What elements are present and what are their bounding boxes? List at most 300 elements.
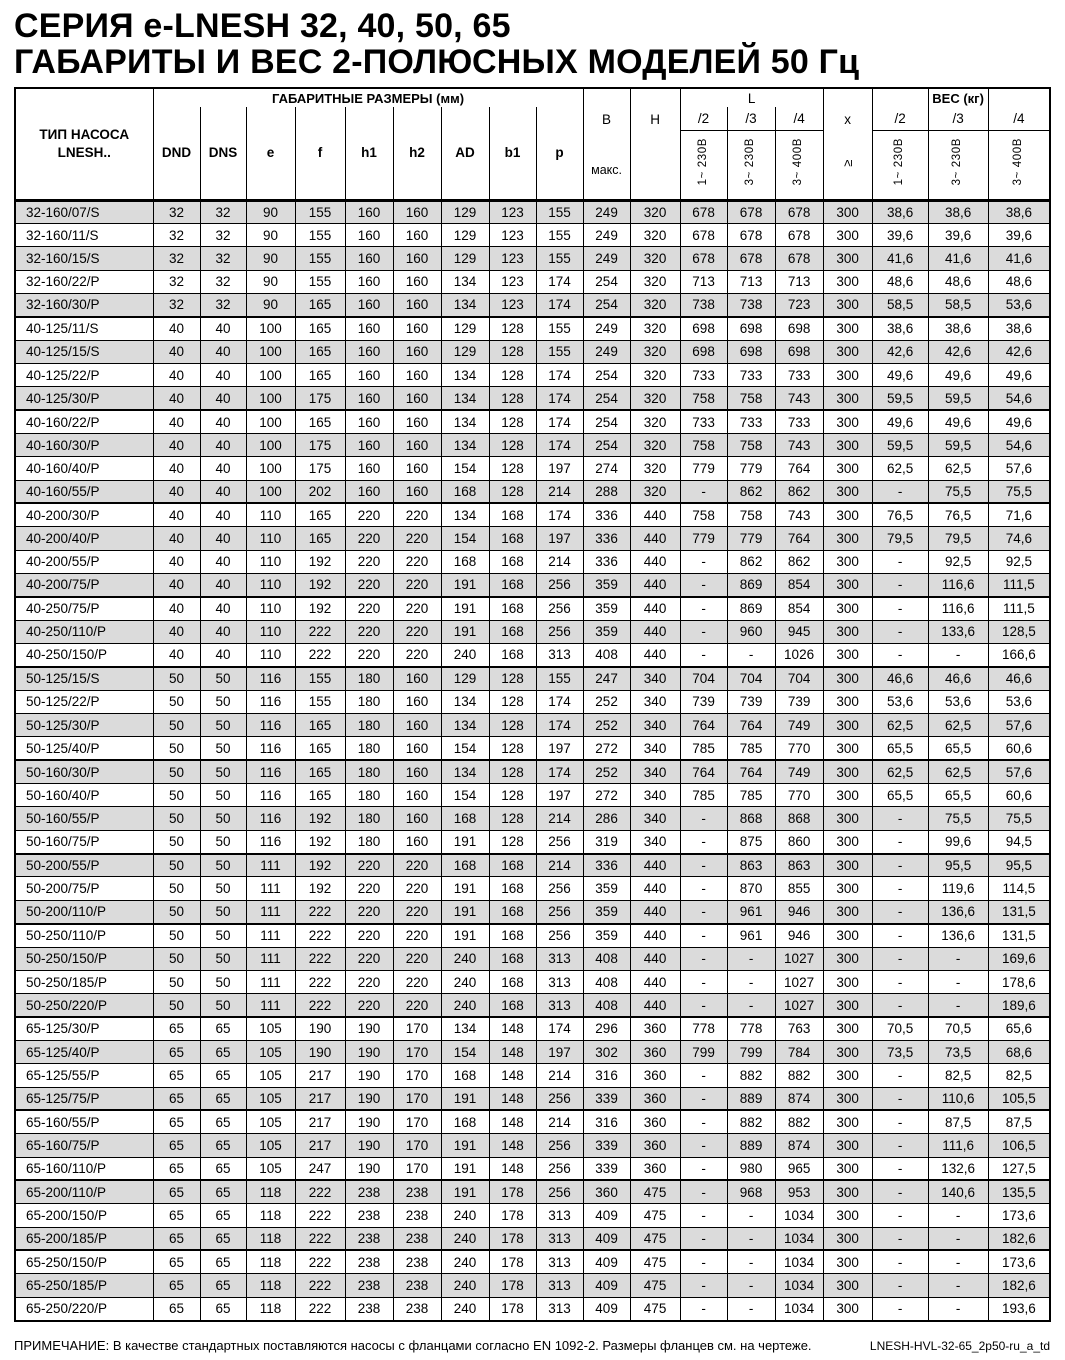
value-cell: 300 [823,527,872,550]
value-cell: - [680,1204,727,1227]
value-cell: 214 [536,807,583,830]
value-cell: - [872,1064,928,1087]
value-cell: 38,6 [928,317,988,340]
value-cell: 174 [536,363,583,386]
value-cell: 182,6 [988,1274,1050,1297]
value-cell: 105 [246,1157,295,1180]
value-cell: 240 [441,947,489,970]
value-cell: 160 [393,480,441,503]
value-cell: 300 [823,503,872,526]
value-cell: - [872,550,928,573]
header-x [823,88,872,200]
value-cell: 191 [441,1180,489,1203]
value-cell: 100 [246,410,295,433]
pump-type-cell: 65-250/185/P [15,1274,153,1297]
value-cell: 764 [775,527,823,550]
value-cell: 110 [246,550,295,573]
value-cell: 174 [536,1017,583,1040]
value-cell: - [872,877,928,900]
value-cell: 440 [630,527,680,550]
value-cell: 148 [489,1064,536,1087]
value-cell: 168 [489,994,536,1017]
table-row [15,620,1050,643]
value-cell: 863 [775,854,823,877]
value-cell: 42,6 [872,340,928,363]
value-cell: 65 [200,1134,246,1157]
value-cell: 313 [536,644,583,667]
value-cell: 340 [630,690,680,713]
value-cell: 65 [153,1110,200,1133]
value-cell: 785 [680,784,727,807]
value-cell: 440 [630,550,680,573]
value-cell: 160 [345,200,393,223]
value-cell: 60,6 [988,737,1050,760]
value-cell: 50 [153,994,200,1017]
pump-type-cell: 50-200/110/P [15,900,153,923]
value-cell: 40 [200,340,246,363]
value-cell: 256 [536,1180,583,1203]
value-cell: - [727,947,775,970]
value-cell: - [680,1110,727,1133]
value-cell: - [680,1064,727,1087]
header-l-variant-col: /3 [727,107,775,130]
value-cell: 192 [295,830,345,853]
value-cell: 191 [441,1087,489,1110]
value-cell: 174 [536,503,583,526]
value-cell: 168 [489,854,536,877]
value-cell: 134 [441,714,489,737]
value-cell: 300 [823,340,872,363]
value-cell: 65,5 [928,737,988,760]
value-cell: 165 [295,293,345,316]
table-row [15,527,1050,550]
value-cell: 197 [536,784,583,807]
value-cell: 300 [823,550,872,573]
header-b-label: B [602,112,612,127]
header-dim-col: p [536,107,583,200]
value-cell: 360 [630,1017,680,1040]
value-cell: 128 [489,387,536,410]
value-cell: 136,6 [928,924,988,947]
value-cell: 256 [536,1134,583,1157]
value-cell: 190 [345,1040,393,1063]
value-cell: 123 [489,270,536,293]
value-cell: 40 [153,574,200,597]
value-cell: 192 [295,807,345,830]
value-cell: 65 [153,1134,200,1157]
value-cell: 90 [246,223,295,246]
header-l-voltage-col: 1~ 230В [680,130,727,200]
value-cell: 40 [153,457,200,480]
table-row [15,597,1050,620]
value-cell: - [680,807,727,830]
value-cell: 160 [393,223,441,246]
value-cell: 105 [246,1064,295,1087]
value-cell: 65 [153,1250,200,1273]
value-cell: 32 [153,270,200,293]
value-cell: 128 [489,784,536,807]
pump-type-cell: 32-160/15/S [15,247,153,270]
value-cell: 134 [441,503,489,526]
value-cell: 90 [246,200,295,223]
value-cell: 50 [200,807,246,830]
value-cell: 134 [441,433,489,456]
value-cell: 123 [489,247,536,270]
value-cell: 360 [630,1157,680,1180]
value-cell: 764 [775,457,823,480]
value-cell: 175 [295,457,345,480]
value-cell: 440 [630,574,680,597]
pump-type-cell: 50-125/22/P [15,690,153,713]
value-cell: 240 [441,1250,489,1273]
value-cell: 320 [630,340,680,363]
header-l-variant-col: /4 [775,107,823,130]
value-cell: - [680,1087,727,1110]
value-cell: 678 [727,200,775,223]
value-cell: 252 [583,760,630,783]
value-cell: 869 [727,574,775,597]
value-cell: 76,5 [928,503,988,526]
dimensions-table [14,87,1051,1322]
value-cell: 95,5 [928,854,988,877]
value-cell: 53,6 [872,690,928,713]
value-cell: 300 [823,970,872,993]
value-cell: 860 [775,830,823,853]
header-weight-variant-col: /4 [988,107,1050,130]
value-cell: 256 [536,574,583,597]
value-cell: 127,5 [988,1157,1050,1180]
value-cell: 238 [393,1274,441,1297]
value-cell: 300 [823,457,872,480]
value-cell: - [680,1297,727,1320]
value-cell: 59,5 [872,387,928,410]
value-cell: 678 [775,200,823,223]
header-weight-voltage-col: 1~ 230В [872,130,928,200]
value-cell: 168 [489,900,536,923]
value-cell: 408 [583,947,630,970]
value-cell: 118 [246,1274,295,1297]
table-row [15,1227,1050,1250]
value-cell: - [872,1110,928,1133]
value-cell: 128 [489,317,536,340]
value-cell: 678 [775,247,823,270]
value-cell: 65 [200,1017,246,1040]
value-cell: 116 [246,667,295,690]
value-cell: 1034 [775,1250,823,1273]
value-cell: 148 [489,1017,536,1040]
value-cell: - [928,970,988,993]
value-cell: 320 [630,363,680,386]
value-cell: 100 [246,433,295,456]
value-cell: 698 [775,317,823,340]
value-cell: 46,6 [872,667,928,690]
value-cell: 764 [680,714,727,737]
value-cell: 160 [393,340,441,363]
value-cell: 854 [775,574,823,597]
value-cell: 220 [345,597,393,620]
value-cell: 160 [345,457,393,480]
value-cell: 190 [345,1017,393,1040]
value-cell: 110,6 [928,1087,988,1110]
value-cell: 59,5 [928,387,988,410]
value-cell: 58,5 [928,293,988,316]
value-cell: 111 [246,994,295,1017]
value-cell: 313 [536,947,583,970]
value-cell: 40 [153,387,200,410]
value-cell: 128,5 [988,620,1050,643]
value-cell: - [680,994,727,1017]
value-cell: 65 [200,1274,246,1297]
table-row [15,1204,1050,1227]
header-dim-col: DNS [200,107,246,200]
value-cell: 65 [153,1180,200,1203]
value-cell: 65 [153,1297,200,1320]
value-cell: 733 [680,363,727,386]
value-cell: - [872,644,928,667]
pump-type-cell: 65-160/110/P [15,1157,153,1180]
value-cell: - [680,1157,727,1180]
value-cell: 116 [246,760,295,783]
value-cell: 758 [680,433,727,456]
value-cell: 129 [441,247,489,270]
value-cell: 300 [823,714,872,737]
value-cell: - [680,574,727,597]
value-cell: 62,5 [872,714,928,737]
value-cell: 300 [823,1250,872,1273]
value-cell: 154 [441,1040,489,1063]
value-cell: 111 [246,900,295,923]
value-cell: 75,5 [928,807,988,830]
value-cell: 50 [153,784,200,807]
header-l-variant-col: /2 [680,107,727,130]
value-cell: 50 [200,737,246,760]
value-cell: 50 [153,737,200,760]
value-cell: 118 [246,1297,295,1320]
value-cell: 778 [680,1017,727,1040]
value-cell: - [872,854,928,877]
value-cell: 192 [295,854,345,877]
table-row [15,223,1050,246]
value-cell: 359 [583,877,630,900]
value-cell: 440 [630,877,680,900]
value-cell: 40 [200,527,246,550]
value-cell: 360 [630,1064,680,1087]
header-x-gte: ≥ [840,158,856,167]
value-cell: 320 [630,200,680,223]
value-cell: 82,5 [988,1064,1050,1087]
value-cell: 74,6 [988,527,1050,550]
value-cell: 869 [727,597,775,620]
value-cell: 300 [823,830,872,853]
value-cell: 180 [345,784,393,807]
value-cell: - [727,1250,775,1273]
value-cell: 128 [489,807,536,830]
pump-type-cell: 32-160/11/S [15,223,153,246]
value-cell: 862 [775,550,823,573]
value-cell: 240 [441,1297,489,1320]
value-cell: 440 [630,597,680,620]
value-cell: 73,5 [872,1040,928,1063]
header-pump-type [15,88,153,200]
table-row [15,574,1050,597]
value-cell: 50 [200,900,246,923]
value-cell: 191 [441,1157,489,1180]
value-cell: 105 [246,1110,295,1133]
table-row [15,550,1050,573]
value-cell: 336 [583,503,630,526]
value-cell: 50 [153,854,200,877]
pump-type-cell: 32-160/22/P [15,270,153,293]
value-cell: 191 [441,620,489,643]
value-cell: - [727,1297,775,1320]
value-cell: 870 [727,877,775,900]
value-cell: - [680,597,727,620]
table-row [15,247,1050,270]
value-cell: 128 [489,480,536,503]
value-cell: 94,5 [988,830,1050,853]
value-cell: 286 [583,807,630,830]
value-cell: 129 [441,223,489,246]
value-cell: 62,5 [928,760,988,783]
value-cell: 862 [727,550,775,573]
value-cell: 300 [823,200,872,223]
value-cell: 300 [823,387,872,410]
value-cell: 214 [536,1110,583,1133]
value-cell: 749 [775,760,823,783]
value-cell: 65 [200,1297,246,1320]
value-cell: 160 [393,433,441,456]
value-cell: - [872,807,928,830]
value-cell: 114,5 [988,877,1050,900]
value-cell: 160 [393,200,441,223]
value-cell: 116 [246,714,295,737]
value-cell: 190 [345,1157,393,1180]
value-cell: 1027 [775,970,823,993]
value-cell: 359 [583,574,630,597]
value-cell: 256 [536,877,583,900]
table-row [15,1064,1050,1087]
value-cell: 288 [583,480,630,503]
value-cell: 50 [153,690,200,713]
value-cell: 313 [536,1274,583,1297]
value-cell: 272 [583,737,630,760]
table-row [15,854,1050,877]
value-cell: 770 [775,737,823,760]
footnote: ПРИМЕЧАНИЕ: В качестве стандартных поставляются насосы с фланцами согласно EN 1092-2. Размеры фланцев см. на чертеже. [14,1337,812,1353]
page-footer [14,1338,1050,1353]
value-cell: 148 [489,1087,536,1110]
value-cell: 32 [153,200,200,223]
value-cell: 40 [153,620,200,643]
value-cell: 300 [823,620,872,643]
value-cell: 40 [153,527,200,550]
value-cell: - [928,994,988,1017]
value-cell: 134 [441,270,489,293]
value-cell: 128 [489,830,536,853]
value-cell: 65 [200,1204,246,1227]
value-cell: 723 [775,293,823,316]
value-cell: 165 [295,503,345,526]
value-cell: 40 [153,550,200,573]
pump-type-cell: 50-250/220/P [15,994,153,1017]
value-cell: 214 [536,1064,583,1087]
value-cell: 240 [441,970,489,993]
value-cell: 220 [393,994,441,1017]
value-cell: - [872,1297,928,1320]
value-cell: 340 [630,714,680,737]
value-cell: 155 [295,223,345,246]
value-cell: 779 [727,527,775,550]
pump-type-cell: 50-200/75/P [15,877,153,900]
value-cell: 160 [393,247,441,270]
value-cell: 111 [246,924,295,947]
value-cell: 238 [345,1297,393,1320]
header-l-voltage-col: 3~ 400В [775,130,823,200]
value-cell: 58,5 [872,293,928,316]
table-row [15,877,1050,900]
value-cell: 340 [630,784,680,807]
value-cell: 40 [200,597,246,620]
header-h-label: H [650,112,660,127]
value-cell: 256 [536,1087,583,1110]
value-cell: - [680,900,727,923]
value-cell: 70,5 [928,1017,988,1040]
header-b-max [583,88,630,200]
value-cell: 116 [246,807,295,830]
table-row [15,410,1050,433]
value-cell: 222 [295,1227,345,1250]
header-pump-type-sub: LNESH.. [57,144,111,160]
value-cell: 165 [295,737,345,760]
value-cell: 111,5 [988,597,1050,620]
value-cell: 764 [680,760,727,783]
value-cell: 50 [153,970,200,993]
value-cell: - [928,1274,988,1297]
value-cell: - [680,970,727,993]
value-cell: 339 [583,1087,630,1110]
value-cell: 965 [775,1157,823,1180]
value-cell: 165 [295,527,345,550]
value-cell: 300 [823,363,872,386]
value-cell: 296 [583,1017,630,1040]
value-cell: 698 [727,317,775,340]
value-cell: 300 [823,667,872,690]
value-cell: 116 [246,784,295,807]
value-cell: 678 [727,223,775,246]
value-cell: 116 [246,830,295,853]
value-cell: 946 [775,924,823,947]
value-cell: 75,5 [988,480,1050,503]
value-cell: 110 [246,503,295,526]
value-cell: - [680,924,727,947]
value-cell: 222 [295,970,345,993]
value-cell: 100 [246,317,295,340]
value-cell: 300 [823,737,872,760]
value-cell: 129 [441,200,489,223]
table-row [15,1274,1050,1297]
value-cell: 191 [441,900,489,923]
pump-type-cell: 65-250/220/P [15,1297,153,1320]
table-row [15,363,1050,386]
value-cell: 71,6 [988,503,1050,526]
value-cell: 220 [345,503,393,526]
value-cell: 300 [823,854,872,877]
value-cell: 168 [441,854,489,877]
value-cell: - [680,1180,727,1203]
value-cell: 220 [393,924,441,947]
value-cell: 220 [345,947,393,970]
value-cell: - [872,1180,928,1203]
